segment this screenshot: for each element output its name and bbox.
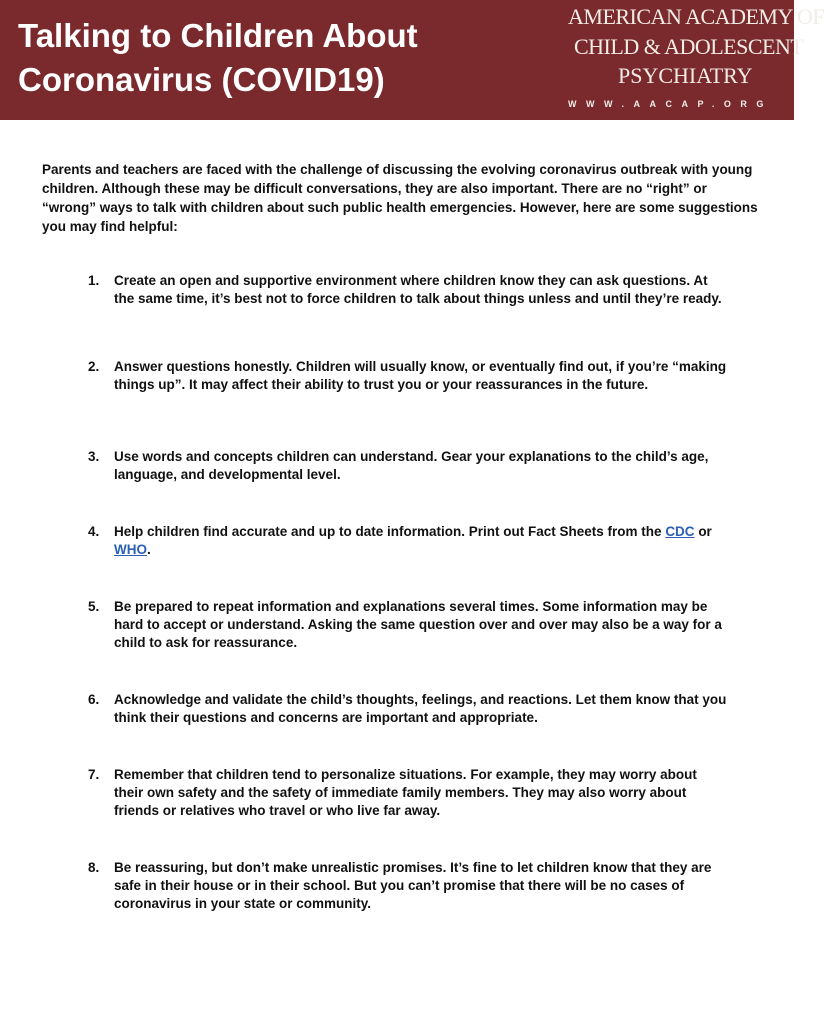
item-text: Be prepared to repeat information and explanations several times. Some information may be hard to accept or understand. Asking the same question over and over may also be a way for a child to ask for reassurance.	[114, 599, 722, 650]
item-text: Answer questions honestly. Children will usually know, or eventually find out, if you’re “making things up”. It may affect their ability to trust you or your reassurances in the future.	[114, 359, 727, 392]
logo-line-3: PSYCHIATRY	[618, 63, 753, 88]
logo-line-1: AMERICAN ACADEMY OF	[568, 4, 824, 29]
list-item	[88, 859, 728, 913]
list-item	[88, 358, 728, 394]
logo-url: WWW.AACAP.ORG	[568, 99, 773, 109]
item-text: Acknowledge and validate the child’s thoughts, feelings, and reactions. Let them know that you think their questions and concerns are important and appropriate.	[114, 692, 727, 725]
item-number: 2.	[88, 359, 100, 374]
item-text: Be reassuring, but don’t make unrealistic promises. It’s fine to let children know that they are safe in their house or in their school. But you can’t promise that there will be no cases of coronavirus in your state or community.	[114, 860, 712, 911]
item-number: 4.	[88, 524, 100, 539]
item-text: Create an open and supportive environment where children know they can ask questions. At the same time, it’s best not to force children to talk about things unless and until they’re ready.	[114, 273, 722, 306]
item-number: 8.	[88, 860, 100, 875]
header-banner	[0, 0, 824, 120]
logo-line-2: CHILD & ADOLESCENT	[574, 34, 804, 59]
item-number: 6.	[88, 692, 100, 707]
item-number: 5.	[88, 599, 100, 614]
item-number: 3.	[88, 449, 100, 464]
item-number: 7.	[88, 767, 100, 782]
item-text	[114, 523, 728, 559]
list-item	[88, 598, 728, 652]
list-item	[88, 766, 728, 820]
list-item	[88, 523, 728, 559]
list-item	[88, 272, 728, 308]
aacap-logo	[560, 2, 824, 118]
item-text-pre: Help children find accurate and up to date information. Print out Fact Sheets from the	[114, 524, 666, 539]
item-number: 1.	[88, 273, 100, 288]
who-link[interactable]: WHO	[114, 542, 147, 557]
cdc-link[interactable]: CDC	[665, 524, 695, 539]
item-text-post: .	[147, 542, 151, 557]
list-item	[88, 448, 728, 484]
item-text-mid: or	[694, 524, 712, 539]
item-text: Remember that children tend to personalize situations. For example, they may worry about their own safety and the safety of immediate family members. They may also worry about friends or relatives who travel or who live far away.	[114, 767, 697, 818]
list-item	[88, 691, 728, 727]
title-line-2: Coronavirus (COVID19)	[18, 61, 385, 98]
title-line-1: Talking to Children About	[18, 17, 418, 54]
item-text: Use words and concepts children can understand. Gear your explanations to the child’s age, language, and developmental level.	[114, 449, 709, 482]
intro-paragraph: Parents and teachers are faced with the challenge of discussing the evolving coronavirus outbreak with young children. Although these may be difficult conversations, they are also important. There are no “right” or “wrong” ways to talk with children about such public health emergencies. However, here are some suggestions you may find helpful:	[42, 162, 758, 234]
page-title	[18, 14, 418, 102]
